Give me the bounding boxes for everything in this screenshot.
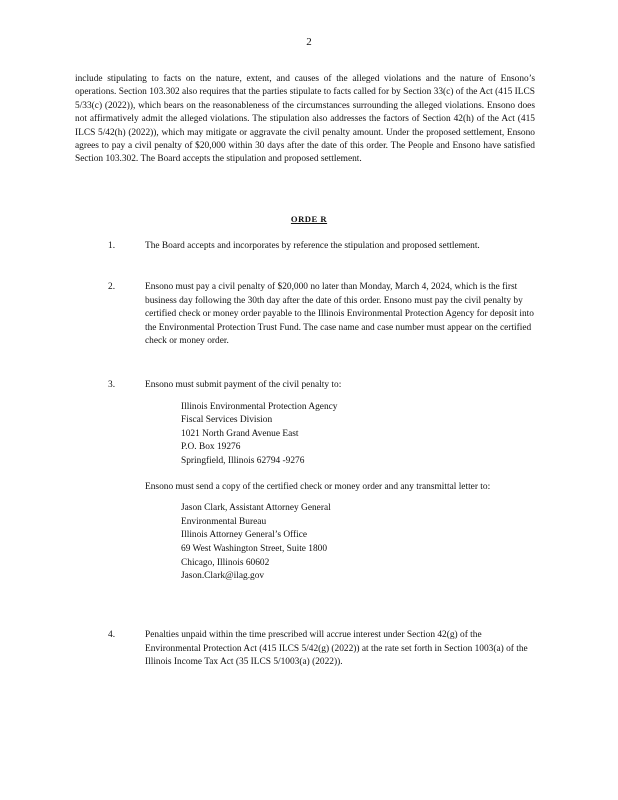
item-text: Penalties unpaid within the time prescribed will accrue interest under Section 42(g) of the Environmental Protection Act (415 ILCS 5/42(g) (2022)) at the rate set forth in Section 1003(a) of the Illinois Income Tax Act (35 ILCS 5/1003(a) (2022)). [145,630,528,668]
item-text-2: Ensono must send a copy of the certified check or money order and any transmittal letter to: [145,481,491,492]
address-line: 69 West Washington Street, Suite 1800 [181,543,328,554]
item-text: Ensono must submit payment of the civil penalty to: [145,380,342,390]
order-item-2 [108,281,538,349]
address-line: Springfield, Illinois 62794 -9276 [181,455,305,466]
address-line: Jason Clark, Assistant Attorney General [181,503,331,514]
address-line: Fiscal Services Division [181,415,273,426]
item-number: 3. [108,380,116,390]
item-text: The Board accepts and incorporates by reference the stipulation and proposed settlement. [145,241,480,251]
address-line: P.O. Box 19276 [181,442,241,453]
item-number: 1. [108,241,116,251]
order-item-3 [108,379,538,584]
page-number: 2 [306,36,312,48]
intro-paragraph: include stipulating to facts on the nature, extent, and causes of the alleged violations and the nature of Ensono’s operations. Section 103.302 also requires that the parties stipulate to facts called for by Section 33(c) of the Act (415 ILCS 5/33(c) (2022)), which bears on the reasonableness of the circumstances surrounding the alleged violations. Ensono does not affirmatively admit the alleged violations. The stipulation also addresses the factors of Section 42(h) of the Act (415 ILCS 5/42(h) (2022)), which may mitigate or aggravate the civil penalty amount. Under the proposed settlement, Ensono agrees to pay a civil penalty of $20,000 within 30 days after the date of this order. The People and Ensono have satisfied Section 103.302. The Board accepts the stipulation and proposed settlement. [75,74,535,165]
address-line: Environmental Bureau [181,516,267,527]
item-number: 2. [108,282,116,292]
item-number: 4. [108,630,116,640]
order-heading: ORDE R [290,214,328,224]
item-text: Ensono must pay a civil penalty of $20,000 no later than Monday, March 4, 2024, which is the first business day following the 30th day after the date of this order. Ensono must pay the civil penalty by certified check or money order payable to the Illinois Environmental Protection Agency for deposit into the Environmental Protection Trust Fund. The case name and case number must appear on the certified check or money order. [145,282,534,347]
address-line: 1021 North Grand Avenue East [181,428,299,439]
order-item-1 [108,240,538,254]
payment-address [181,401,538,469]
address-line: Illinois Environmental Protection Agency [181,401,338,412]
address-line: Chicago, Illinois 60602 [181,557,270,568]
email-line: Jason.Clark@ilag.gov [181,571,265,582]
address-line: Illinois Attorney General’s Office [181,530,308,541]
order-item-4 [108,629,538,670]
copy-address [181,502,538,584]
